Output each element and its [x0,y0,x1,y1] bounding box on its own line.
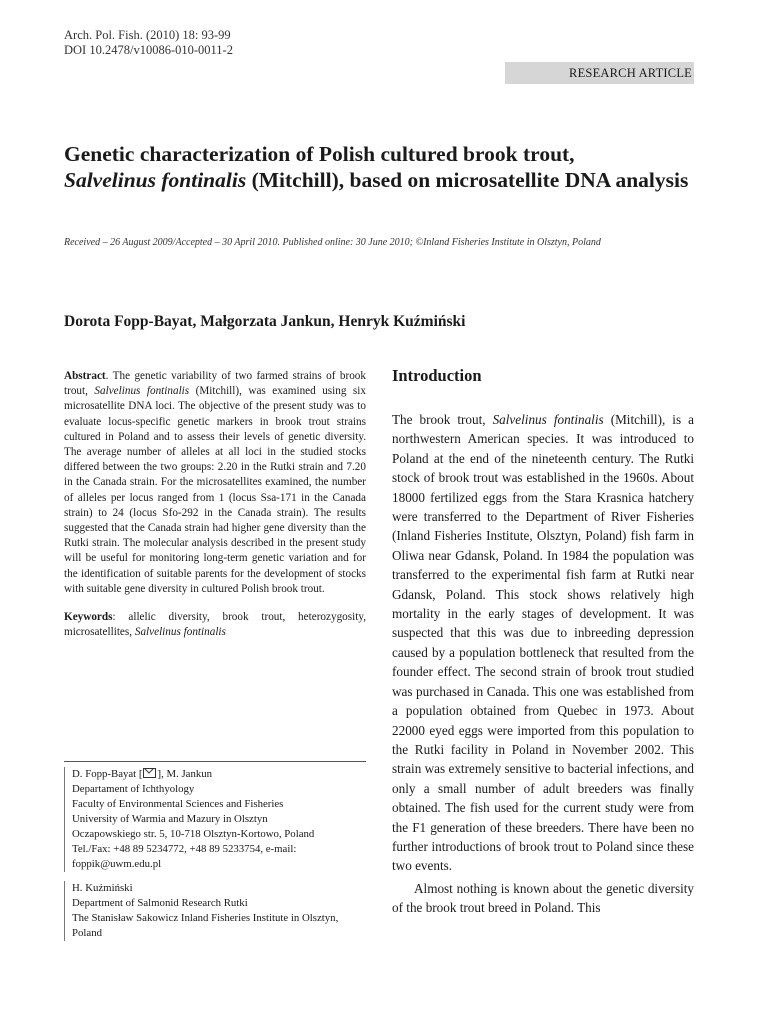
article-type-banner: RESEARCH ARTICLE [505,62,694,84]
abstract-species: Salvelinus fontinalis [94,385,190,398]
affiliation-author-1: D. Fopp-Bayat [ [72,768,143,780]
keywords-text: : allelic diversity, brook trout, heterozygosity, microsatellites, [64,611,366,639]
affiliation-author-2: ], M. Jankun [157,768,213,780]
footnote-divider [64,761,366,762]
title-species: Salvelinus fontinalis [64,168,247,192]
email-address: foppik@uwm.edu.pl [72,858,162,870]
introduction-heading: Introduction [392,366,482,385]
affiliation-block-2 [64,881,366,941]
intro-species: Salvelinus fontinalis [492,412,604,427]
intro-text-1b: (Mitchill), is a northwestern American species. It was introduced to Poland at the end of the nineteenth century. The Rutki stock of brook trout was established in the 1960s. About 18000 fertilized eggs from the Stara Krasnica hatchery were transferred to the Department of River Fisheries (Inland Fisheries Institute, Olsztyn, Poland) fish farm in Oliwa near Gdansk, Poland. In 1984 the population was transferred to the experimental fish farm at Rutki near Gdansk, Poland. This stock shows relatively high mortality in the early stages of development. It was suspected that this was due to inbreeding depression caused by a population bottleneck that resulted from the founder effect. The second strain of brook trout studied was purchased in Canada. This one was established from a population obtained from Quebec in 1973. About 22000 eyed eggs were imported from this population to the Rutki facility in Poland in November 2002. This strain was extremely sensitive to bacterial infections, and only a small number of adult breeders was finally obtained. The fish used for the current study were from the F1 generation of these breeders. There have been no further introductions of brook trout to Poland since these two events. [392,412,694,874]
introduction-paragraph-2: Almost nothing is known about the genetic diversity of the brook trout breed in Poland. This [392,880,694,916]
introduction-paragraph-1 [392,410,694,876]
affiliation-authors-line [72,767,366,782]
envelope-icon [143,768,156,778]
journal-citation [64,28,233,58]
affiliation-line: Department of Salmonid Research Rutki [72,897,248,909]
journal-line: Arch. Pol. Fish. (2010) 18: 93-99 [64,28,231,42]
abstract [64,369,366,597]
affiliation-line: Departament of Ichthyology [72,783,195,795]
affiliation-line: University of Warmia and Mazury in Olsztyn [72,813,268,825]
intro-text-1a: The brook trout, [392,412,493,427]
title-line1: Genetic characterization of Polish cultured brook trout, [64,142,575,166]
affiliation-line: Tel./Fax: +48 89 5234772, +48 89 5233754, e-mail: [72,843,297,855]
abstract-label: Abstract [64,370,106,382]
affiliations [64,767,366,941]
title-rest: (Mitchill), based on microsatellite DNA analysis [246,168,689,192]
affiliation-line: H. Kuźmiński [72,882,133,894]
introduction-column [392,365,694,918]
affiliation-line: Faculty of Environmental Sciences and Fisheries [72,798,284,810]
doi-line: DOI 10.2478/v10086-010-0011-2 [64,43,233,57]
abstract-column [64,369,366,640]
affiliation-line: The Stanisław Sakowicz Inland Fisheries Institute in Olsztyn, Poland [72,912,339,939]
author-list: Dorota Fopp-Bayat, Małgorzata Jankun, Henryk Kuźmiński [64,313,466,330]
keywords-label: Keywords [64,611,113,624]
keywords [64,610,366,640]
keywords-species: Salvelinus fontinalis [134,626,226,639]
paper-title [64,141,704,193]
affiliation-block-1 [64,767,366,872]
abstract-text-2: (Mitchill), was examined using six microsatellite DNA loci. The objective of the present study was to evaluate locus-specific genetic markers in brook trout strains cultured in Poland and to assess their levels of genetic diversity. The average number of alleles at all loci in the studied stocks differed between the two groups: 2.20 in the Rutki strain and 7.20 in the Canada strain. For the microsatellites examined, the number of alleles per locus ranged from 1 (locus Ssa-171 in the Canada strain) to 24 (locus Sfo-292 in the Canada strain). The results suggested that the Canada strain had higher gene diversity than the Rutki strain. The molecular analysis described in the present study will be useful for monitoring long-term genetic variation and for the identification of suitable parents for the development of stocks with suitable gene diversity in cultured Polish brook trout. [64,385,366,595]
received-dates: Received – 26 August 2009/Accepted – 30 April 2010. Published online: 30 June 2010; ©Inland Fisheries Institute in Olsztyn, Poland [64,237,601,248]
abstract-text-1: . The genetic variability of two farmed strains of brook trout, [64,370,366,398]
affiliation-line: Oczapowskiego str. 5, 10-718 Olsztyn-Kortowo, Poland [72,828,315,840]
